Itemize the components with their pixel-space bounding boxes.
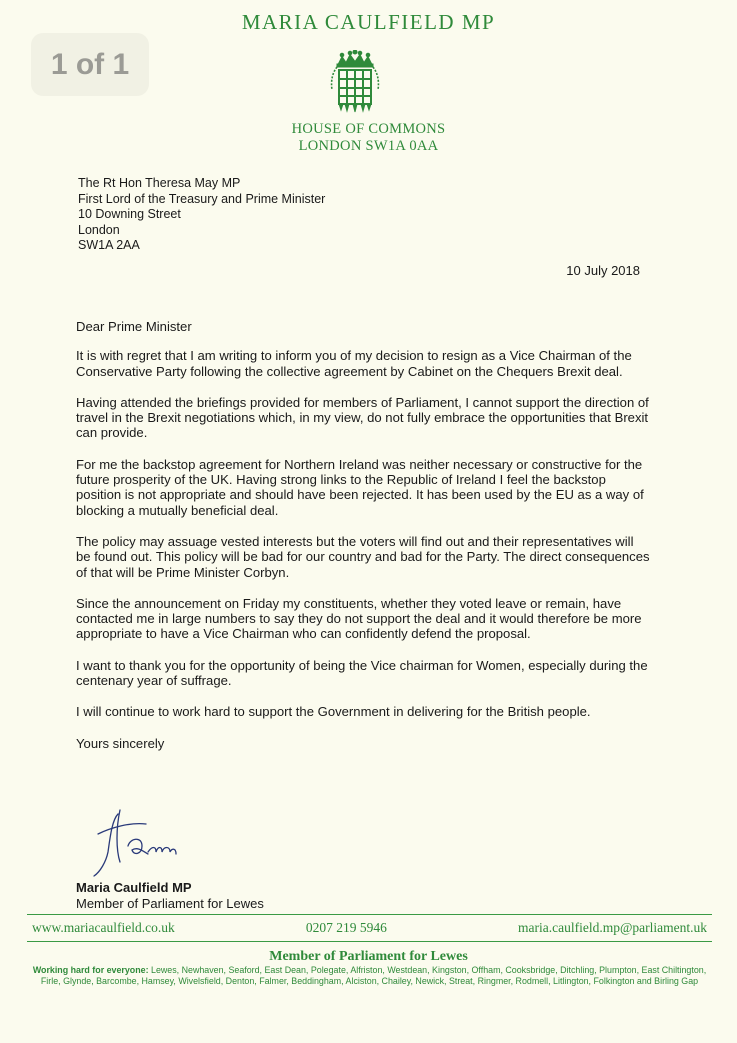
body-paragraph: The policy may assuage vested interests but the voters will find out and their representatives will be found out. This policy will be bad for our country and bad for the Party. The direct consequences of that will be Prime Minister Corbyn. — [76, 533, 650, 580]
recipient-line: First Lord of the Treasury and Prime Minister — [78, 191, 326, 206]
website-link[interactable]: www.mariacaulfield.co.uk — [32, 920, 175, 935]
footer-rule-bottom — [27, 941, 712, 942]
letterhead-address — [0, 121, 737, 155]
recipient-line: The Rt Hon Theresa May MP — [78, 176, 241, 190]
email-link[interactable]: maria.caulfield.mp@parliament.uk — [517, 920, 707, 935]
body-paragraph: Having attended the briefings provided for members of Parliament, I cannot support the direction of travel in the Brexit negotiations which, in my view, do not fully embrace the opportunities that Brexit can provide. — [76, 394, 649, 441]
house-of-commons-label: HOUSE OF COMMONS — [291, 121, 446, 137]
closing: Yours sincerely — [76, 735, 165, 751]
letter-body — [76, 319, 651, 765]
footer-title: Member of Parliament for Lewes — [269, 949, 468, 964]
body-paragraph: For me the backstop agreement for Northern Ireland was neither necessary or constructive for the future prosperity of the UK. Having strong links to the Republic of Ireland I feel the backstop position is not appropriate and should have been rejected. It has been used by the EU as a way of blocking a mutually beneficial deal. — [76, 456, 644, 518]
signer-title: Member of Parliament for Lewes — [76, 896, 264, 911]
footer-places: Lewes, Newhaven, Seaford, East Dean, Polegate, Alfriston, Westdean, Kingston, Offham, Cooksbridge, Ditchling, Plumpton, East Chiltington, Firle, Glynde, Barcombe, Hamsey, Wivelsfield, Denton, Falmer, Beddingham, Alciston, Chailey, Newick, Streat, Ringmer, Rodmell, Litlington, Folkington and Birling Gap — [40, 965, 707, 987]
footer-rule-top — [27, 914, 712, 915]
footer-constituency-text — [26, 965, 713, 988]
salutation: Dear Prime Minister — [76, 319, 192, 334]
signer-name: Maria Caulfield MP — [76, 880, 192, 895]
page-indicator-badge: 1 of 1 — [31, 33, 149, 96]
phone-number: 0207 219 5946 — [305, 920, 387, 935]
recipient-address — [78, 176, 325, 254]
footer-working-label: Working hard for everyone: — [32, 965, 149, 975]
footer-contact-row — [27, 920, 712, 936]
signer-block — [76, 880, 264, 912]
recipient-line: 10 Downing Street — [78, 207, 181, 222]
body-paragraph: I will continue to work hard to support the Government in delivering for the British people. — [76, 704, 591, 720]
body-paragraph: Since the announcement on Friday my constituents, whether they voted leave or remain, have contacted me in large numbers to say they do not support the deal and it would therefore be more appropriate to have a Vice Chairman who can confidently defend the proposal. — [76, 595, 642, 642]
portcullis-crest-icon — [326, 50, 384, 114]
handwritten-signature — [90, 800, 200, 880]
body-paragraph: I want to thank you for the opportunity of being the Vice chairman for Women, especially during the centenary year of suffrage. — [76, 657, 648, 689]
recipient-line: London — [78, 222, 120, 237]
letterhead-name: MARIA CAULFIELD MP — [241, 10, 496, 34]
body-paragraph: It is with regret that I am writing to inform you of my decision to resign as a Vice Chairman of the Conservative Party following the collective agreement by Cabinet on the Chequers Brexit deal. — [76, 348, 632, 379]
recipient-line: SW1A 2AA — [78, 238, 140, 253]
letter-date: 10 July 2018 — [566, 263, 640, 278]
letterhead-city: LONDON SW1A 0AA — [298, 138, 439, 154]
